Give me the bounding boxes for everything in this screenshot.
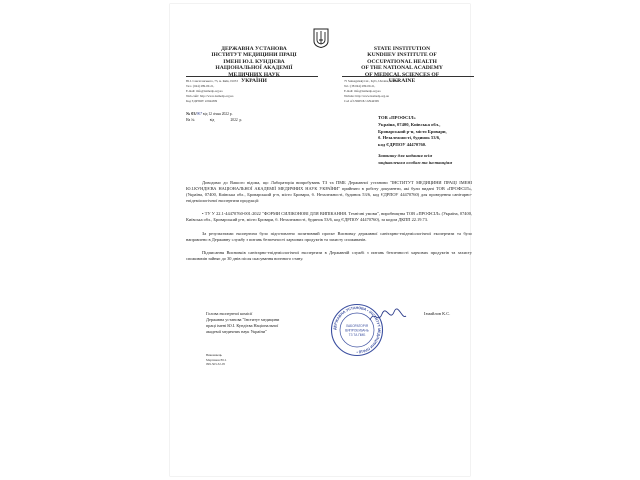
signatory-name: Ізмайлов К.С. [424, 311, 451, 316]
signatory-block [206, 311, 279, 335]
outgoing-reference [186, 111, 242, 123]
recipient-line: код ЄДРПОУ 44470760. [378, 142, 427, 148]
header-en-line: UKRAINE [388, 78, 416, 85]
contact-line: E-mail: info@issmedp.org.ua [186, 88, 223, 93]
contact-line: Тел.: (044) 289-00-21, [186, 83, 215, 88]
executor-line: Виконавець [206, 353, 222, 357]
contact-line: Web-сайт: http://www.issmedp.org.ua [186, 93, 234, 98]
handwritten-signature [368, 306, 408, 326]
header-ua-line: НАЦІОНАЛЬНОЇ АКАДЕМІЇ [215, 65, 293, 72]
recipient-line: Україна, 07400, Київська обл., [378, 121, 441, 127]
applicant-line: Заявнику для надання всім [378, 153, 433, 158]
recipient-address [378, 115, 447, 149]
header-ua-line: ІНСТИТУТ МЕДИЦИНИ ПРАЦІ [211, 52, 297, 59]
contact-line: 75 Saksaganskyi str., Kyiv, Ukraine, 01033 [344, 79, 398, 83]
stamp-center-line: ЛАБОРАТОРІЯ [345, 324, 369, 328]
paragraph-intro: Доводимо до Вашого відома, що Лабораторія випробувань ТЗ та ПМБ Державної установи "ІНСТИТУТ МЕДИЦИНИ ПРАЦІ ІМЕНІ Ю.І.КУНДІЄВА НАЦІОНАЛЬНОЇ АКАДЕМІЇ МЕДИЧНИХ НАУК УКРАЇНИ" прийнято в роботу документи, які були видані ТОВ «ПРОФСІЛ», (Україна, 07400, Київська обл., Броварський р-н, місто Бровари, б. Незалежності, будинок 53/6, код ЄДРПОУ 44470760) для проведення санітарно-епідеміологічної експертизи продукції: [186, 180, 472, 204]
header-ua-line: МЕДИЧНИХ НАУК [228, 71, 280, 78]
stamp-outer-text: ДЕРЖАВНА УСТАНОВА • ІНСТИТУТ МЕДИЦИНИ ПРАЦІ • [332, 305, 382, 355]
paragraph-product: • ТУ У 22.1-44470760-001:2022 "ФОРМИ СИЛІКОНОВІ ДЛЯ ВИПІКАННЯ. Технічні умови", виробництва ТОВ «ПРОФСІЛ» (Україна, 07400, Київська обл., Броварський р-н, місто Бровари, б. Незалежності, будинок 53/6, код ЄДРПОУ 44470760), за кодом ДКПП 22.19.73. [186, 211, 472, 223]
recipient-line: ТОВ «ПРОФСІЛ» [378, 115, 416, 120]
signatory-line: академії медичних наук України" [206, 329, 267, 335]
ref-number-handwritten: 907 [196, 112, 202, 116]
contact-line: E-mail: info@issmedp.org.ua [344, 88, 381, 93]
signatory-line: праці імені Ю.І. Кундієва Національної [206, 323, 279, 329]
contact-line: Код ЄДРПОУ 22944309 [186, 98, 218, 103]
paragraph-result: За результатами експертизи було підготовлено позитивний проєкт Висновку державної санітарно-епідеміологічної експертизи та було направлено в Державну службу з питань безпечності харчових продуктів та захисту споживачів. [186, 230, 472, 242]
trident-emblem-icon [313, 28, 329, 48]
signatory-line: Державна установа "Інститут медицини [206, 317, 280, 323]
ref-incoming: На № від 2022 р. [186, 117, 243, 122]
recipient-line: Броварський р-н, місто Бровари, [378, 128, 447, 134]
header-divider-left [186, 76, 318, 77]
applicant-line: зацікавленим особам та інстанціям [378, 159, 453, 165]
header-ua-line: ДЕРЖАВНА УСТАНОВА [221, 46, 287, 52]
executor-line: 099-563-32-05 [206, 362, 226, 367]
header-en-line: STATE INSTITUTION [373, 46, 431, 52]
contacts-ua [186, 79, 238, 104]
paragraph-signing: Підписання Висновків санітарно-епідеміологічної експертизи в Державній службі з питань безпечності харчових продуктів та захисту споживачів зайняє до 30 днів після скасування воєнного стану. [186, 249, 472, 261]
header-en-line: OF THE NATIONAL ACADEMY [361, 65, 443, 72]
contact-line: Website: http://www.issmedp.org.ua [344, 93, 389, 98]
executor-block [206, 353, 226, 367]
contacts-en [344, 79, 398, 104]
contact-line: Ю.І. Саксаганського, 75, м. Київ, 01033 [186, 79, 238, 83]
contact-line: Cod of USREOU 22944309 [344, 98, 379, 103]
contact-line: Tel.: (38 044) 289-00-21, [344, 83, 376, 88]
ref-date: від 12 січня 2022 р. [202, 112, 233, 116]
stamp-center-line: ВИПРОБУВАНЬ [345, 328, 369, 333]
ref-number-label: № 03/ [186, 111, 197, 116]
header-ua-line: ІМЕНІ Ю.І. КУНДІЄВА [223, 58, 285, 65]
header-divider-right [342, 76, 474, 77]
signatory-line: Голова експертної комісії [206, 311, 253, 316]
header-en-line: KUNDIIEV INSTITUTE OF [367, 52, 437, 59]
recipient-line: б. Незалежності, будинок 53/6, [378, 135, 441, 141]
executor-line: Мартинов Ю.І. [206, 357, 227, 362]
header-ua-line: УКРАЇНИ [241, 78, 267, 85]
letter-body [186, 180, 472, 265]
applicant-note [378, 153, 452, 166]
header-en-line: OF MEDICAL SCIENCES OF [364, 71, 440, 78]
header-en-line: OCCUPATIONAL HEALTH [367, 58, 437, 65]
stamp-center-line: ТЗ ТА ПМБ [348, 333, 366, 337]
